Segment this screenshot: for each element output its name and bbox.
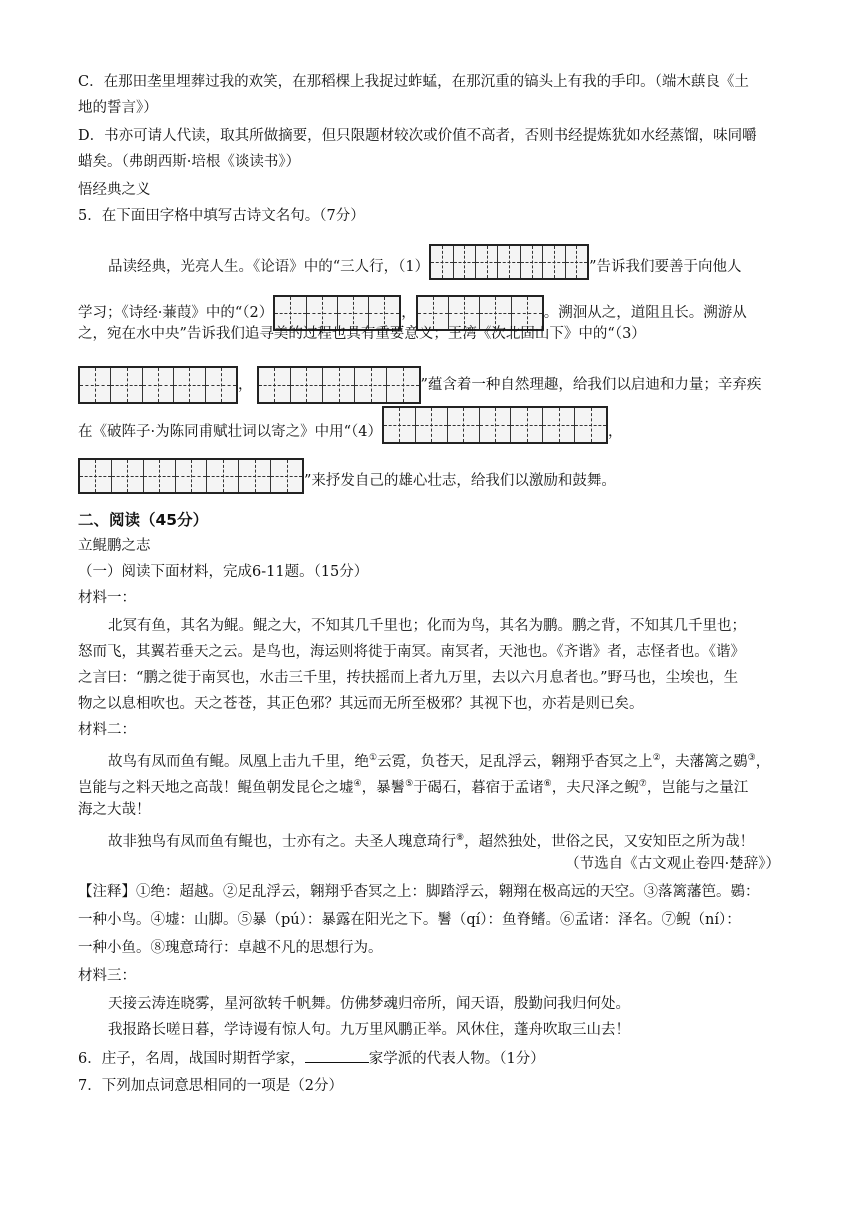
q5-comma: ， [608,424,623,440]
section2-heading: 二、阅读（45分） [78,511,209,529]
material2-source: （节选自《古文观止卷四·楚辞》） [565,856,780,872]
material2-line4: 故非独鸟有凤而鱼有鲲也，士亦有之。夫圣人瑰意琦行⑧，超然独处，世俗之民，又安知臣之所为哉！ [108,833,755,850]
material2-line2: 岂能与之料天地之高哉！鲲鱼朝发昆仑之墟④，暴鬐⑤于碣石，暮宿于孟诸⑥，夫尺泽之鲵⑦，岂能与之量江 [78,779,749,796]
option-c-line2: 地的誓言》） [78,100,158,116]
footnote-marker: ④ [353,779,362,789]
q5-text: ”蕴含着一种自然理趣，给我们以启迪和力量；辛弃疾 [420,377,762,393]
q5-text: ”告诉我们要善于向他人 [589,259,742,275]
q5-text: ”来抒发自己的雄心壮志，给我们以激励和鼓舞。 [304,473,616,489]
footnote-marker: ⑤ [405,779,414,789]
section-wu-heading: 悟经典之义 [78,182,151,198]
q5-paragraph-line3: 之，宛在水中央”告诉我们追寻美的过程也具有重要意义；王湾《次北固山下》中的“（3） [78,326,646,342]
option-c-line1: C．在那田垄里埋葬过我的欢笑，在那稻棵上我捉过蚱蜢，在那沉重的镐头上有我的手印。（端木蕻良《土 [78,74,749,90]
material1-line2: 怒而飞，其翼若垂天之云。是鸟也，海运则将徙于南冥。南冥者，天池也。《齐谐》者，志怪者也。《谐》 [78,644,745,660]
q5-text: 品读经典，光亮人生。《论语》中的“三人行，（1） [108,259,430,275]
section2-subheading: 立鲲鹏之志 [78,538,151,554]
footnote-marker: ③ [747,753,756,763]
q5-comma: ， [401,305,416,321]
footnote-marker: ⑥ [543,779,552,789]
footnote-marker: ① [369,753,378,763]
q5-text: 在《破阵子·为陈同甫赋壮词以寄之》中用“（4） [78,424,382,440]
q5-title: 5．在下面田字格中填写古诗文名句。（7分） [78,208,365,224]
footnote-marker: ⑧ [456,833,465,843]
footnote-marker: ② [652,753,661,763]
answer-grid-4a[interactable] [382,406,608,444]
answer-grid-3b[interactable] [257,366,421,404]
material1-line4: 物之以息相吹也。天之苍苍，其正色邪？其远而无所至极邪？其视下也，亦若是则已矣。 [78,696,644,712]
option-d-line2: 蜡矣。（弗朗西斯·培根《谈读书》） [78,154,301,170]
footnote-marker: ⑦ [638,779,647,789]
q6: 6．庄子，名周，战国时期哲学家， 家学派的代表人物。（1分） [78,1048,545,1069]
answer-grid-4b[interactable] [78,458,304,494]
q5-text: 。溯洄从之，道阻且长。溯游从 [543,305,747,321]
q5-comma: ， [238,377,253,393]
q5-paragraph-line5 [78,420,623,444]
q5-text: 学习；《诗经·蒹葭》中的“（2） [78,305,274,321]
q5-paragraph-line1 [108,254,742,280]
notes-line3: 一种小鱼。⑧瑰意琦行：卓越不凡的思想行为。 [78,940,383,956]
material3-line1: 天接云涛连晓雾，星河欲转千帆舞。仿佛梦魂归帝所，闻天语，殷勤问我归何处。 [108,996,630,1012]
material2-line1: 故鸟有凤而鱼有鲲。凤凰上击九千里，绝①云霓，负苍天，足乱浮云，翱翔乎杳冥之上②，夫藩篱之鷃③， [108,753,771,770]
q5-paragraph-line6 [78,468,616,494]
option-d-line1: D．书亦可请人代读，取其所做摘要，但只限题材较次或价值不高者，否则书经提炼犹如水经蒸馏，味同嚼 [78,128,757,144]
material1-line1: 北冥有鱼，其名为鲲。鲲之大，不知其几千里也；化而为鸟，其名为鹏。鹏之背，不知其几千里也； [108,618,746,634]
q7: 7．下列加点词意思相同的一项是（2分） [78,1078,343,1094]
material2-line3: 海之大哉！ [78,802,151,818]
material2-label: 材料二： [78,722,136,738]
material1-line3: 之言曰：“鹏之徙于南冥也，水击三千里，抟扶摇而上者九万里，去以六月息者也。”野马也，尘埃也，生 [78,670,739,686]
material3-label: 材料三： [78,968,136,984]
answer-grid-3a[interactable] [78,366,238,404]
notes-line2: 一种小鸟。④墟：山脚。⑤暴（pú）：暴露在阳光之下。鬐（qí）：鱼脊鳍。⑥孟诸：泽名。⑦鲵（ní）： [78,912,741,928]
notes-line1: 【注释】①绝：超越。②足乱浮云，翱翔乎杳冥之上：脚踏浮云，翱翔在极高远的天空。③落篱藩笆。鷃： [78,884,760,900]
q6-answer-blank[interactable] [305,1048,369,1063]
answer-grid-1[interactable] [429,244,589,280]
section2-intro: （一）阅读下面材料，完成6-11题。（15分） [78,564,369,580]
material3-line2: 我报路长嗟日暮，学诗谩有惊人句。九万里风鹏正举。风休住，蓬舟吹取三山去！ [108,1022,630,1038]
q5-paragraph-line4 [78,366,761,404]
material1-label: 材料一： [78,590,136,606]
